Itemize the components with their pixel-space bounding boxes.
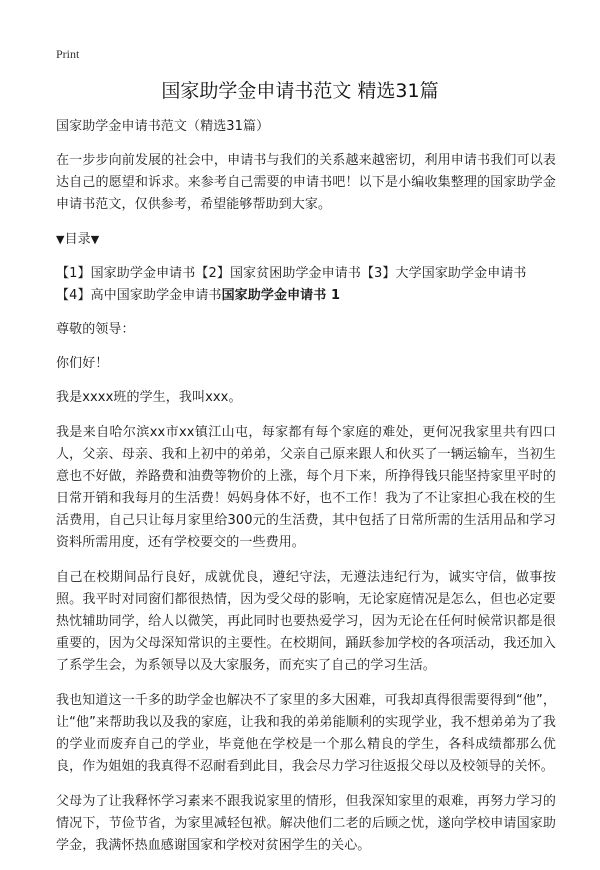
body-paragraph: 我是来自哈尔滨xx市xx镇江山屯，每家都有每个家庭的难处，更何况我家里共有四口人，父亲、母亲、我和上初中的弟弟，父亲自己原来跟人和伙买了一辆运输车，当初生意也不好做，养路费和油费等物价的上涨，每个月下来，所挣得钱只能坚持家里平时的日常开销和我每月的生活费！妈妈身体不好，也不工作！我为了不让家担心我在校的生活费用，自己只让每月家里给300元的生活费，其中包括了日常所需的生活用品和学习资料所需用度，还有学校要交的一些费用。 — [56, 425, 556, 550]
body-paragraph: 父母为了让我释怀学习素来不跟我说家里的情形，但我深知家里的艰难，再努力学习的情况下，节俭节省，为家里减轻包袱。解决他们二老的后顾之忧，遂向学校申请国家助学金，我满怀热血感谢国家和学校对贫困学生的关心。 — [56, 794, 556, 853]
body-paragraph: 自己在校期间品行良好，成就优良，遵纪守法，无遵法违纪行为，诚实守信，做事按照。我平时对同窗们都很热情，因为受父母的影响，无论家庭情况是怎么，但也必定要热忱辅助同学，给人以微笑，再此同时也要热爱学习，因为无论在任何时候常识都是很重要的，因为父母深知常识的主要性。在校期间，踊跃参加学校的各项活动，我还加入了系学生会，为系领导以及大家服务，而充实了自己的学习生活。 — [56, 570, 556, 673]
toc-item-3[interactable]: 【3】大学国家助学金申请书 — [360, 266, 527, 281]
letter-self-intro: 我是xxxx班的学生，我叫xxx。 — [56, 390, 242, 405]
triangle-down-icon: ▼ — [56, 233, 65, 246]
section-heading: 国家助学金申请书 1 — [221, 288, 341, 303]
toc-item-2[interactable]: 【2】国家贫困助学金申请书 — [195, 266, 361, 281]
print-label[interactable]: Print — [56, 47, 80, 61]
toc-item-1[interactable]: 【1】国家助学金申请书 — [56, 266, 196, 281]
letter-greeting: 你们好！ — [56, 356, 109, 371]
triangle-down-icon: ▼ — [90, 233, 100, 246]
toc-item-4[interactable]: 【4】高中国家助学金申请书 — [56, 288, 222, 303]
toc-list — [56, 263, 556, 307]
body-paragraph: 我也知道这一千多的助学金也解决不了家里的多大困难，可我却真得很需要得到“他”，让“他”来帮助我以及我的家庭，让我和我的弟弟能顺利的实现学业，我不想弟弟为了我的学业而废弃自己的学业，毕竟他在学校是一个那么精良的学生，各科成绩都那么优良，作为姐姐的我真得不忍耐看到此目，我会尽力学习往返报父母以及校领导的关怀。 — [56, 693, 556, 774]
toc-label: 目录 — [64, 232, 91, 247]
letter-salutation: 尊敬的领导： — [56, 322, 135, 337]
document-subtitle: 国家助学金申请书范文（精选31篇） — [56, 119, 270, 134]
page-title: 国家助学金申请书范文 精选31篇 — [161, 80, 439, 102]
document-body — [56, 116, 556, 870]
toc-heading — [56, 229, 556, 251]
intro-paragraph: 在一步步向前发展的社会中，申请书与我们的关系越来越密切，利用申请书我们可以表达自己的愿望和诉求。来参考自己需要的申请书吧！以下是小编收集整理的国家助学金申请书范文，仅供参考，希望能够帮助到大家。 — [56, 153, 556, 212]
